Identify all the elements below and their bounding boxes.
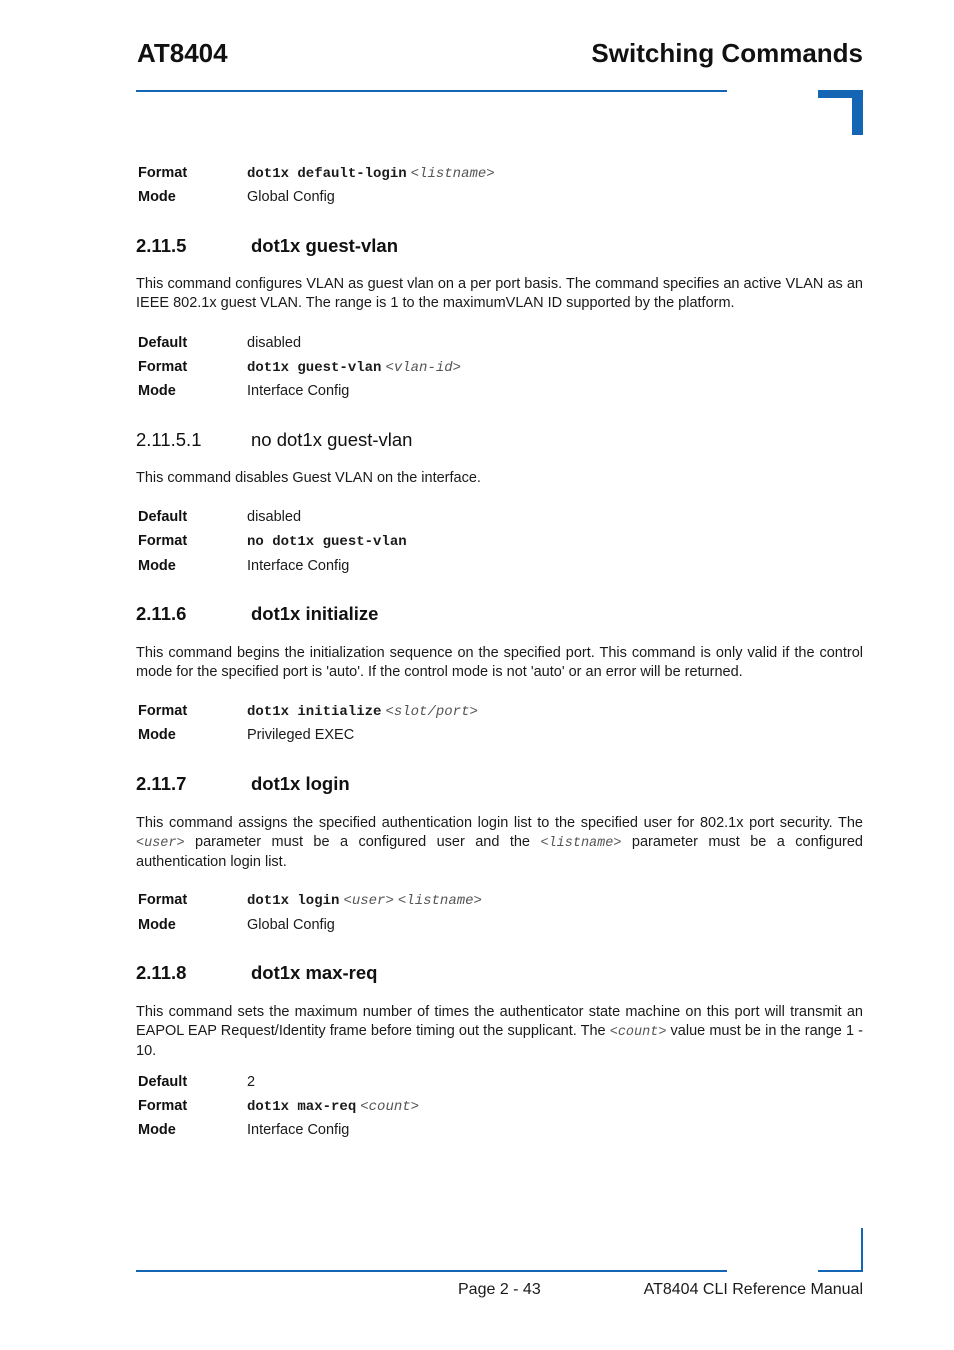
description-text: This command assigns the specified authentication login list to the specified user for 802.1x port security. The — [136, 815, 863, 831]
header-product: AT8404 — [137, 38, 228, 68]
page-number: Page 2 - 43 — [458, 1281, 541, 1298]
command-name: dot1x login — [247, 893, 340, 909]
format-value — [247, 357, 461, 378]
mode-label: Mode — [138, 189, 176, 205]
mode-label: Mode — [138, 558, 176, 574]
command-arg: <slot/port> — [385, 704, 478, 720]
mode-value: Interface Config — [247, 383, 350, 399]
section-title: dot1x login — [251, 773, 350, 794]
format-label: Format — [138, 1098, 188, 1114]
mode-label: Mode — [138, 383, 176, 399]
subsection-number: 2.11.5.1 — [136, 429, 202, 450]
command-name: no dot1x guest-vlan — [247, 534, 407, 550]
command-arg: <user> — [343, 893, 394, 909]
section-heading — [136, 961, 377, 985]
subsection-description: This command disables Guest VLAN on the interface. — [136, 470, 481, 486]
command-name: dot1x default-login — [247, 166, 407, 182]
format-label: Format — [138, 703, 188, 719]
section-heading — [136, 234, 398, 258]
command-arg: <count> — [360, 1099, 420, 1115]
command-name: dot1x guest-vlan — [247, 360, 382, 376]
section-title: dot1x max-req — [251, 962, 378, 983]
format-value — [247, 163, 495, 184]
format-value — [247, 1096, 419, 1117]
command-arg: <listname> — [410, 166, 495, 182]
mode-label: Mode — [138, 727, 176, 743]
description-arg: <listname> — [540, 836, 622, 852]
description-text: parameter must be a configured authentication login list. — [136, 834, 864, 871]
section-number: 2.11.7 — [136, 773, 187, 794]
command-name: dot1x max-req — [247, 1099, 357, 1115]
mode-value: Privileged EXEC — [247, 727, 355, 743]
footer-corner-mark — [818, 1270, 863, 1272]
format-value — [247, 890, 482, 911]
description-text: value must be in the range 1 - 10. — [136, 1023, 863, 1060]
mode-label: Mode — [138, 1122, 176, 1138]
section-heading — [136, 602, 378, 626]
format-label: Format — [138, 892, 188, 908]
default-label: Default — [138, 1074, 188, 1090]
section-description: This command begins the initialization sequence on the specified port. This command is only valid if the control mode for the specified port is 'auto'. If the control mode is not 'auto' or an error will be returned. — [136, 645, 863, 681]
section-number: 2.11.6 — [136, 603, 187, 624]
footer-rule — [136, 1270, 727, 1272]
command-name: dot1x initialize — [247, 704, 382, 720]
footer-corner-mark-vertical — [861, 1228, 863, 1272]
header-chapter: Switching Commands — [591, 38, 863, 68]
command-arg: <vlan-id> — [385, 360, 462, 376]
mode-value: Global Config — [247, 917, 335, 933]
subsection-heading — [136, 428, 412, 452]
mode-label: Mode — [138, 917, 176, 933]
format-label: Format — [138, 165, 188, 181]
format-value — [247, 531, 407, 552]
default-value: 2 — [247, 1074, 256, 1090]
section-number: 2.11.8 — [136, 962, 187, 983]
section-number: 2.11.5 — [136, 235, 187, 256]
page-content — [136, 0, 863, 1350]
section-description: This command configures VLAN as guest vlan on a per port basis. The command specifies an active VLAN as an IEEE 802.1x guest VLAN. The range is 1 to the maximumVLAN ID supported by the platform. — [136, 276, 863, 312]
description-text: parameter must be a configured user and the — [184, 834, 541, 851]
description-arg: <user> — [136, 836, 185, 852]
manual-title: AT8404 CLI Reference Manual — [643, 1281, 863, 1298]
format-value — [247, 701, 478, 722]
default-value: disabled — [247, 335, 302, 351]
description-text: This command sets the maximum number of times the authenticator state machine on this port will transmit an EAPOL EAP Request/Identity frame before timing out the supplicant. The — [136, 1004, 863, 1040]
command-arg: <listname> — [397, 893, 482, 909]
format-label: Format — [138, 359, 188, 375]
default-label: Default — [138, 335, 188, 351]
section-heading — [136, 772, 350, 796]
mode-value: Global Config — [247, 189, 335, 205]
description-arg: <count> — [609, 1025, 667, 1041]
section-description — [136, 1003, 863, 1062]
mode-value: Interface Config — [247, 1122, 350, 1138]
default-value: disabled — [247, 509, 302, 525]
subsection-title: no dot1x guest-vlan — [251, 429, 413, 450]
mode-value: Interface Config — [247, 558, 350, 574]
section-description — [136, 814, 863, 873]
format-label: Format — [138, 533, 188, 549]
section-title: dot1x guest-vlan — [251, 235, 398, 256]
default-label: Default — [138, 509, 188, 525]
section-title: dot1x initialize — [251, 603, 379, 624]
